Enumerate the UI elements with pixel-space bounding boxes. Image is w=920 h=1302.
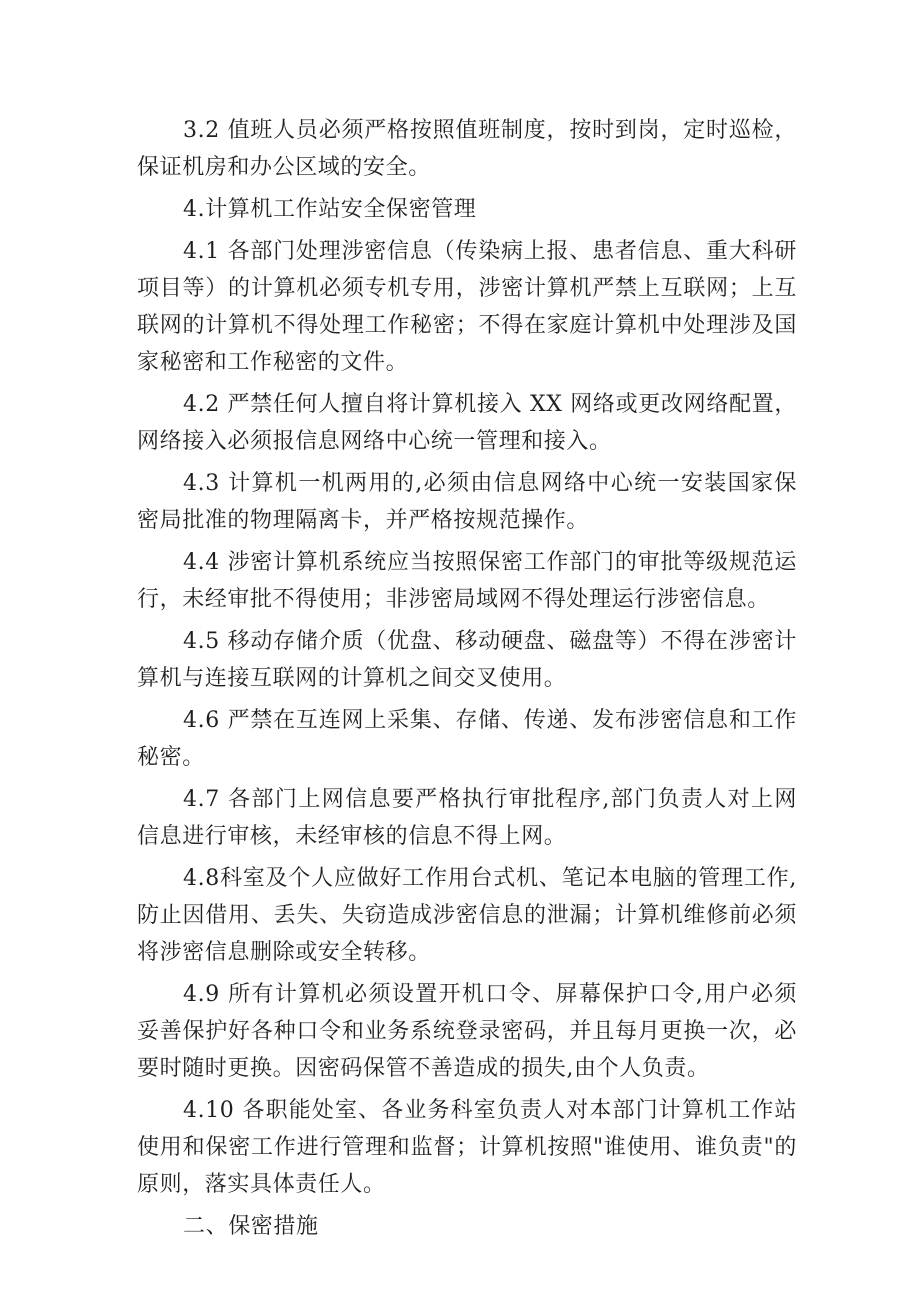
paragraph-4-5: 4.5 移动存储介质（优盘、移动硬盘、磁盘等）不得在涉密计算机与连接互联网的计算机之间交叉使用。 bbox=[137, 629, 797, 691]
paragraph-3-2: 3.2 值班人员必须严格按照值班制度，按时到岗，定时巡检，保证机房和办公区域的安全。 bbox=[137, 118, 797, 180]
paragraph-4-1: 4.1 各部门处理涉密信息（传染病上报、患者信息、重大科研项目等）的计算机必须专机专用，涉密计算机严禁上互联网；上互联网的计算机不得处理工作秘密；不得在家庭计算机中处理涉及国家秘密和工作秘密的文件。 bbox=[137, 239, 797, 375]
paragraph-4-2: 4.2 严禁任何人擅自将计算机接入 XX 网络或更改网络配置，网络接入必须报信息网络中心统一管理和接入。 bbox=[137, 392, 797, 454]
paragraph-4-3: 4.3 计算机一机两用的,必须由信息网络中心统一安装国家保密局批准的物理隔离卡，并严格按规范操作。 bbox=[137, 471, 797, 533]
document-body bbox=[137, 112, 797, 1250]
paragraph-4-8: 4.8科室及个人应做好工作用台式机、笔记本电脑的管理工作,防止因借用、丢失、失窃造成涉密信息的泄漏；计算机维修前必须将涉密信息删除或安全转移。 bbox=[137, 866, 797, 965]
paragraph-4-10: 4.10 各职能处室、各业务科室负责人对本部门计算机工作站使用和保密工作进行管理和监督；计算机按照"谁使用、谁负责"的原则，落实具体责任人。 bbox=[137, 1098, 797, 1197]
paragraph-4-4: 4.4 涉密计算机系统应当按照保密工作部门的审批等级规范运行，未经审批不得使用；非涉密局域网不得处理运行涉密信息。 bbox=[137, 550, 797, 612]
paragraph-4-6: 4.6 严禁在互连网上采集、存储、传递、发布涉密信息和工作秘密。 bbox=[137, 708, 797, 770]
paragraph-4-9: 4.9 所有计算机必须设置开机口令、屏幕保护口令,用户必须妥善保护好各种口令和业务系统登录密码，并且每月更换一次，必要时随时更换。因密码保管不善造成的损失,由个人负责。 bbox=[137, 982, 797, 1081]
paragraph-4-7: 4.7 各部门上网信息要严格执行审批程序,部门负责人对上网信息进行审核，未经审核的信息不得上网。 bbox=[137, 787, 797, 849]
section-heading-2: 二、保密措施 bbox=[183, 1214, 319, 1239]
section-heading-4: 4.计算机工作站安全保密管理 bbox=[183, 197, 477, 222]
